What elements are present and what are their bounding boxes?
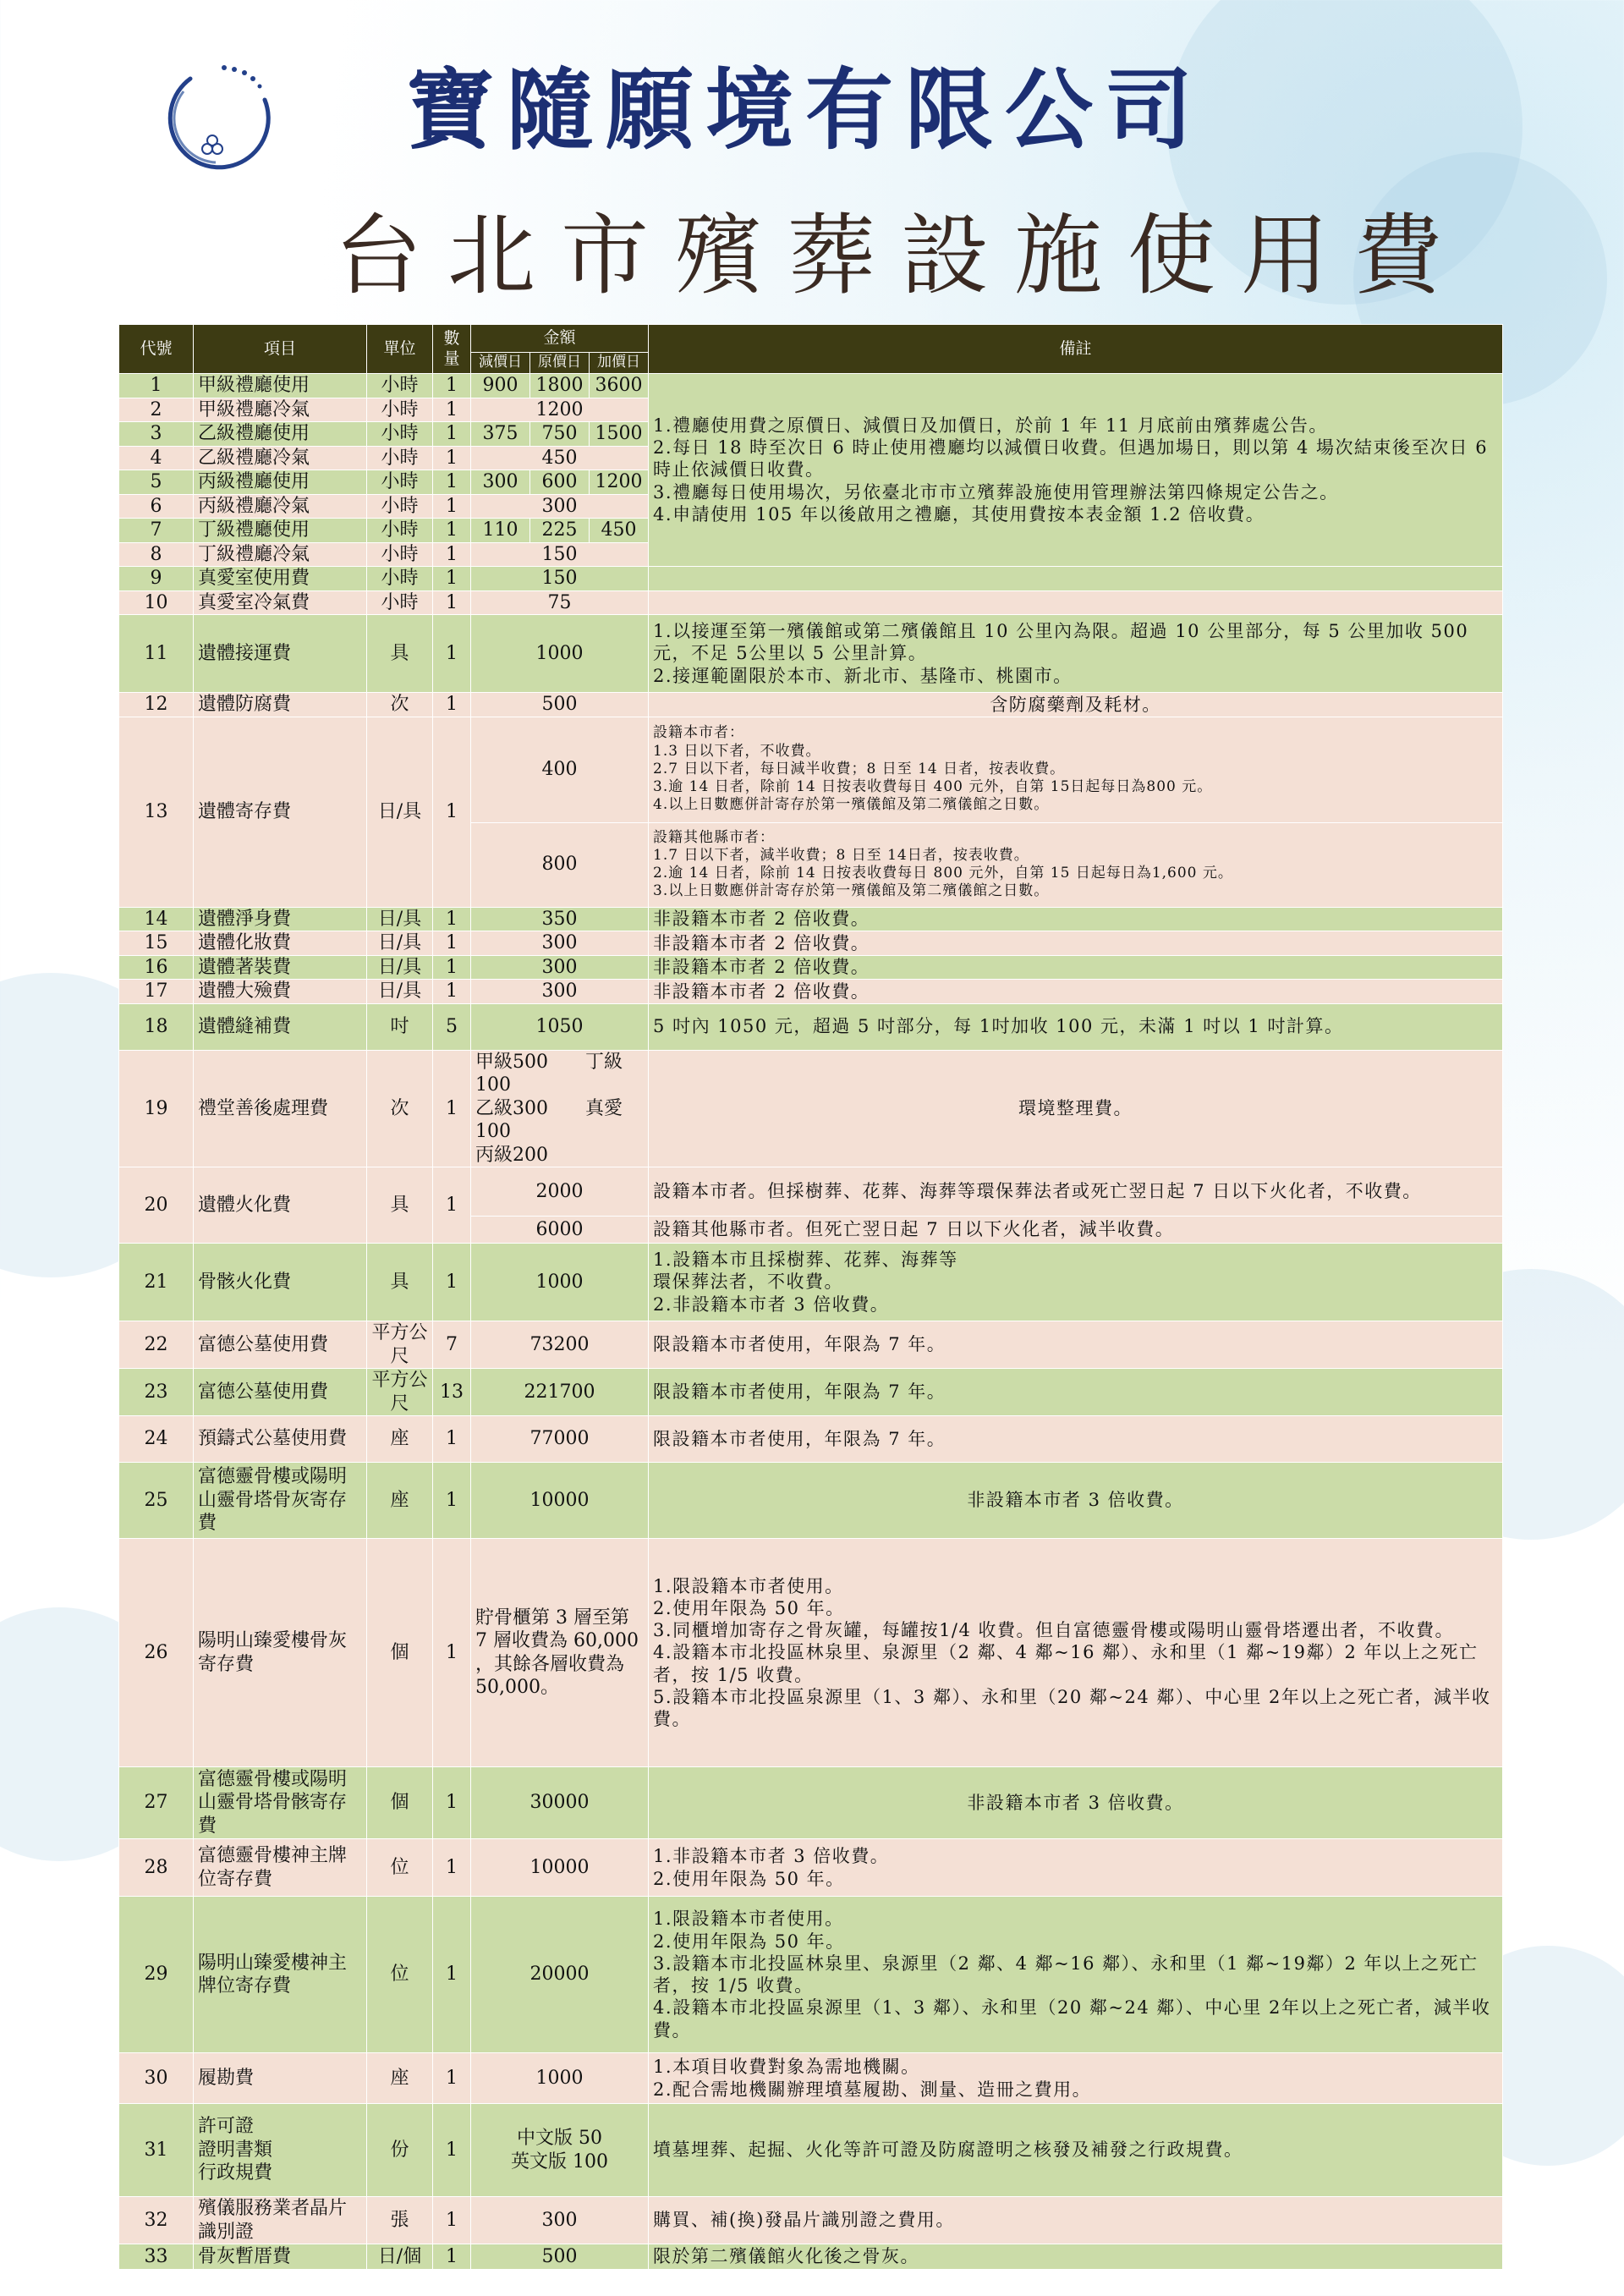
row-amount: 1000 [471, 615, 649, 693]
row-amount: 350 [471, 907, 649, 931]
row-remark: 非設籍本市者 2 倍收費。 [649, 931, 1503, 956]
row-item: 遺體大殮費 [194, 980, 367, 1004]
table-row [119, 2197, 1503, 2244]
row-remark: 墳墓埋葬、起掘、火化等許可證及防腐證明之核發及補發之行政規費。 [649, 2104, 1503, 2197]
row-amount: 300 [471, 494, 649, 519]
row-code: 24 [119, 1416, 194, 1463]
row-item: 陽明山臻愛樓骨灰寄存費 [194, 1539, 367, 1767]
row-amount: 450 [471, 446, 649, 470]
row-amount: 500 [471, 693, 649, 717]
row-regular: 1800 [530, 374, 590, 398]
row-amount-local: 400 [471, 717, 649, 822]
row-qty: 1 [433, 519, 471, 543]
row-item: 遺體火化費 [194, 1167, 367, 1244]
row-amount: 77000 [471, 1416, 649, 1463]
row-item: 骨骸火化費 [194, 1244, 367, 1321]
row-code: 23 [119, 1369, 194, 1416]
row-item: 丁級禮廳冷氣 [194, 542, 367, 567]
row-unit: 小時 [367, 519, 433, 543]
row-discount: 375 [471, 422, 530, 447]
row-amount: 300 [471, 2197, 649, 2244]
row-unit: 具 [367, 1244, 433, 1321]
row-qty: 1 [433, 567, 471, 591]
row-code: 15 [119, 931, 194, 956]
table-row [119, 1897, 1503, 2053]
row-amount: 300 [471, 980, 649, 1004]
row-unit: 小時 [367, 470, 433, 495]
row-qty: 1 [433, 955, 471, 980]
row-code: 4 [119, 446, 194, 470]
header-qty: 數量 [433, 325, 471, 374]
row-code: 7 [119, 519, 194, 543]
row-unit: 平方公尺 [367, 1321, 433, 1369]
row-qty: 1 [433, 1416, 471, 1463]
row-amount: 10000 [471, 1463, 649, 1539]
row-code: 19 [119, 1050, 194, 1167]
row-item: 遺體著裝費 [194, 955, 367, 980]
row-code: 21 [119, 1244, 194, 1321]
row-unit: 位 [367, 1839, 433, 1897]
row-amount: 221700 [471, 1369, 649, 1416]
row-code: 12 [119, 693, 194, 717]
row-remark: 1.禮廳使用費之原價日、減價日及加價日，於前 1 年 11 月底前由殯葬處公告。 2.每日 18 時至次日 6 時止使用禮廳均以減價日收費。但遇加場日，則以第 4 場次結束後至次日 6 時止依減價日收費。 3.禮廳每日使用場次，另依臺北市市立殯葬設施使用管理辦法第四條規定公告之。 4.申請使用 105 年以後啟用之禮廳，其使用費按本表金額 1.2 倍收費。 [649, 374, 1503, 567]
row-qty: 1 [433, 446, 471, 470]
table-row [119, 955, 1503, 980]
row-code: 2 [119, 398, 194, 422]
row-remark: 1.設籍本市且採樹葬、花葬、海葬等 環保葬法者，不收費。 2.非設籍本市者 3 倍收費。 [649, 1244, 1503, 1321]
row-qty: 1 [433, 1167, 471, 1244]
row-unit: 張 [367, 2197, 433, 2244]
row-unit: 小時 [367, 398, 433, 422]
row-item: 禮堂善後處理費 [194, 1050, 367, 1167]
row-qty: 1 [433, 1050, 471, 1167]
table-row [119, 1369, 1503, 1416]
row-amount: 1050 [471, 1003, 649, 1050]
row-code: 9 [119, 567, 194, 591]
row-qty: 1 [433, 2197, 471, 2244]
header-code: 代號 [119, 325, 194, 374]
table-row [119, 1244, 1503, 1321]
row-item: 遺體接運費 [194, 615, 367, 693]
row-code: 27 [119, 1767, 194, 1839]
row-item: 富德公墓使用費 [194, 1321, 367, 1369]
row-amount: 1000 [471, 1244, 649, 1321]
row-unit: 日/具 [367, 907, 433, 931]
row-qty: 7 [433, 1321, 471, 1369]
row-amount: 150 [471, 567, 649, 591]
row-item: 預鑄式公墓使用費 [194, 1416, 367, 1463]
row-qty: 1 [433, 374, 471, 398]
row-unit: 小時 [367, 374, 433, 398]
row-unit: 日/具 [367, 980, 433, 1004]
header-surcharge: 加價日 [590, 353, 649, 374]
row-amount: 1200 [471, 398, 649, 422]
row-unit: 座 [367, 2053, 433, 2104]
row-qty: 1 [433, 1839, 471, 1897]
row-unit: 小時 [367, 567, 433, 591]
table-row [119, 615, 1503, 693]
row-item: 履勘費 [194, 2053, 367, 2104]
row-remark: 限於第二殯儀館火化後之骨灰。 [649, 2244, 1503, 2270]
row-amount: 75 [471, 590, 649, 615]
row-discount: 900 [471, 374, 530, 398]
row-qty: 1 [433, 1463, 471, 1539]
row-qty: 1 [433, 717, 471, 907]
row-item: 遺體縫補費 [194, 1003, 367, 1050]
row-item: 富德公墓使用費 [194, 1369, 367, 1416]
row-remark: 含防腐藥劑及耗材。 [649, 693, 1503, 717]
row-unit: 次 [367, 693, 433, 717]
table-row [119, 1050, 1503, 1167]
row-amount: 20000 [471, 1897, 649, 2053]
row-discount: 300 [471, 470, 530, 495]
row-item: 遺體寄存費 [194, 717, 367, 907]
row-remark: 1.本項目收費對象為需地機關。 2.配合需地機關辦理墳墓履勘、測量、造冊之費用。 [649, 2053, 1503, 2104]
row-unit: 座 [367, 1463, 433, 1539]
row-amount: 甲級500 丁級100 乙級300 真愛100 丙級200 [471, 1050, 649, 1167]
row-qty: 1 [433, 2244, 471, 2270]
row-item: 富德靈骨樓或陽明山靈骨塔骨灰寄存費 [194, 1463, 367, 1539]
row-code: 11 [119, 615, 194, 693]
row-unit: 位 [367, 1897, 433, 2053]
table-row [119, 1167, 1503, 1217]
row-remark: 非設籍本市者 3 倍收費。 [649, 1767, 1503, 1839]
row-item: 丙級禮廳冷氣 [194, 494, 367, 519]
row-qty: 1 [433, 1897, 471, 2053]
row-amount: 500 [471, 2244, 649, 2270]
row-item: 骨灰暫厝費 [194, 2244, 367, 2270]
row-qty: 1 [433, 470, 471, 495]
row-unit: 小時 [367, 590, 433, 615]
row-amount-other: 800 [471, 822, 649, 907]
table-row [119, 1539, 1503, 1767]
row-code: 5 [119, 470, 194, 495]
row-unit: 平方公尺 [367, 1369, 433, 1416]
page-title: 台北市殯葬設施使用費 [334, 204, 1468, 307]
row-qty: 1 [433, 422, 471, 447]
row-qty: 1 [433, 398, 471, 422]
table-row [119, 2053, 1503, 2104]
row-regular: 750 [530, 422, 590, 447]
row-code: 17 [119, 980, 194, 1004]
row-qty: 1 [433, 980, 471, 1004]
row-item: 許可證 證明書類 行政規費 [194, 2104, 367, 2197]
row-surcharge: 1200 [590, 470, 649, 495]
table-row [119, 2244, 1503, 2270]
row-unit: 個 [367, 1539, 433, 1767]
row-remark [649, 590, 1503, 615]
row-remark: 非設籍本市者 2 倍收費。 [649, 955, 1503, 980]
table-row [119, 2104, 1503, 2197]
row-regular: 600 [530, 470, 590, 495]
row-item: 陽明山臻愛樓神主牌位寄存費 [194, 1897, 367, 2053]
row-item: 富德靈骨樓神主牌位寄存費 [194, 1839, 367, 1897]
row-remark-local: 設籍本市者。但採樹葬、花葬、海葬等環保葬法者或死亡翌日起 7 日以下火化者，不收費。 [649, 1167, 1503, 1217]
row-unit: 日/具 [367, 717, 433, 907]
row-code: 33 [119, 2244, 194, 2270]
row-code: 13 [119, 717, 194, 907]
row-amount: 300 [471, 955, 649, 980]
row-item: 遺體化妝費 [194, 931, 367, 956]
row-code: 3 [119, 422, 194, 447]
table-row [119, 931, 1503, 956]
row-qty: 1 [433, 2053, 471, 2104]
row-qty: 1 [433, 1539, 471, 1767]
row-amount: 中文版 50 英文版 100 [471, 2104, 649, 2197]
row-code: 32 [119, 2197, 194, 2244]
row-remark-other: 設籍其他縣市者。但死亡翌日起 7 日以下火化者，減半收費。 [649, 1217, 1503, 1244]
table-row [119, 907, 1503, 931]
header-regular: 原價日 [530, 353, 590, 374]
row-amount: 10000 [471, 1839, 649, 1897]
row-qty: 1 [433, 615, 471, 693]
row-surcharge: 450 [590, 519, 649, 543]
row-remark: 購買、補(換)發晶片識別證之費用。 [649, 2197, 1503, 2244]
row-amount: 300 [471, 931, 649, 956]
company-logo [165, 58, 279, 172]
row-code: 16 [119, 955, 194, 980]
row-remark: 1.限設籍本市者使用。 2.使用年限為 50 年。 3.同櫃增加寄存之骨灰罐，每罐按1/4 收費。但自富德靈骨樓或陽明山靈骨塔遷出者，不收費。 4.設籍本市北投區林泉里、泉源里（2 鄰、4 鄰~16 鄰）、永和里（1 鄰~19鄰）2 年以上之死亡者，按 1/5 收費。 5.設籍本市北投區泉源里（1、3 鄰）、永和里（20 鄰~24 鄰）、中心里 2年以上之死亡者，減半收費。 [649, 1539, 1503, 1767]
row-remark: 5 吋內 1050 元，超過 5 吋部分，每 1吋加收 100 元，未滿 1 吋以 1 吋計算。 [649, 1003, 1503, 1050]
row-qty: 13 [433, 1369, 471, 1416]
row-code: 1 [119, 374, 194, 398]
row-code: 29 [119, 1897, 194, 2053]
row-amount-other: 6000 [471, 1217, 649, 1244]
header-item: 項目 [194, 325, 367, 374]
table-row [119, 1767, 1503, 1839]
row-unit: 具 [367, 1167, 433, 1244]
row-unit: 次 [367, 1050, 433, 1167]
row-item: 真愛室使用費 [194, 567, 367, 591]
row-qty: 1 [433, 931, 471, 956]
row-remark-local: 設籍本市者： 1.3 日以下者，不收費。 2.7 日以下者，每日減半收費；8 日至 14 日者，按表收費。 3.逾 14 日者，除前 14 日按表收費每日 400 元外，自第 15日起每日為800 元。 4.以上日數應併計寄存於第一殯儀館及第二殯儀館之日數。 [649, 717, 1503, 822]
row-code: 20 [119, 1167, 194, 1244]
row-qty: 1 [433, 542, 471, 567]
company-name: 寶隨願境有限公司 [406, 58, 1205, 162]
row-remark: 1.限設籍本市者使用。 2.使用年限為 50 年。 3.設籍本市北投區林泉里、泉源里（2 鄰、4 鄰~16 鄰）、永和里（1 鄰~19鄰）2 年以上之死亡者，按 1/5 收費。 4.設籍本市北投區泉源里（1、3 鄰）、永和里（20 鄰~24 鄰）、中心里 2年以上之死亡者，減半收費。 [649, 1897, 1503, 2053]
row-unit: 具 [367, 615, 433, 693]
row-qty: 1 [433, 693, 471, 717]
row-remark-other: 設籍其他縣市者： 1.7 日以下者，減半收費；8 日至 14日者，按表收費。 2.逾 14 日者，除前 14 日按表收費每日 800 元外，自第 15 日起每日為1,600 元。 3.以上日數應併計寄存於第一殯儀館及第二殯儀館之日數。 [649, 822, 1503, 907]
table-row [119, 717, 1503, 822]
row-item: 殯儀服務業者晶片識別證 [194, 2197, 367, 2244]
row-surcharge: 1500 [590, 422, 649, 447]
row-unit: 日/具 [367, 955, 433, 980]
fee-table [118, 324, 1503, 2270]
row-remark: 非設籍本市者 2 倍收費。 [649, 907, 1503, 931]
row-item: 丙級禮廳使用 [194, 470, 367, 495]
row-qty: 1 [433, 907, 471, 931]
row-qty: 1 [433, 2104, 471, 2197]
row-code: 22 [119, 1321, 194, 1369]
row-amount: 30000 [471, 1767, 649, 1839]
row-item: 遺體防腐費 [194, 693, 367, 717]
row-amount: 73200 [471, 1321, 649, 1369]
row-discount: 110 [471, 519, 530, 543]
row-unit: 小時 [367, 422, 433, 447]
header-unit: 單位 [367, 325, 433, 374]
row-remark: 限設籍本市者使用，年限為 7 年。 [649, 1321, 1503, 1369]
table-row [119, 1416, 1503, 1463]
row-item: 真愛室冷氣費 [194, 590, 367, 615]
table-row [119, 1463, 1503, 1539]
row-remark: 非設籍本市者 2 倍收費。 [649, 980, 1503, 1004]
row-item: 遺體淨身費 [194, 907, 367, 931]
row-code: 28 [119, 1839, 194, 1897]
row-unit: 小時 [367, 542, 433, 567]
row-qty: 5 [433, 1003, 471, 1050]
row-item: 甲級禮廳冷氣 [194, 398, 367, 422]
row-code: 18 [119, 1003, 194, 1050]
row-code: 14 [119, 907, 194, 931]
row-code: 31 [119, 2104, 194, 2197]
header-remarks: 備註 [649, 325, 1503, 374]
row-code: 26 [119, 1539, 194, 1767]
row-qty: 1 [433, 1244, 471, 1321]
row-amount-local: 2000 [471, 1167, 649, 1217]
row-remark: 環境整理費。 [649, 1050, 1503, 1167]
row-item: 丁級禮廳使用 [194, 519, 367, 543]
row-item: 乙級禮廳冷氣 [194, 446, 367, 470]
row-unit: 日/個 [367, 2244, 433, 2270]
table-row [119, 693, 1503, 717]
row-unit: 日/具 [367, 931, 433, 956]
table-row [119, 980, 1503, 1004]
header-discount: 減價日 [471, 353, 530, 374]
row-code: 25 [119, 1463, 194, 1539]
row-remark: 1.非設籍本市者 3 倍收費。 2.使用年限為 50 年。 [649, 1839, 1503, 1897]
row-item: 乙級禮廳使用 [194, 422, 367, 447]
table-row [119, 567, 1503, 591]
row-regular: 225 [530, 519, 590, 543]
row-remark: 限設籍本市者使用，年限為 7 年。 [649, 1369, 1503, 1416]
row-remark: 非設籍本市者 3 倍收費。 [649, 1463, 1503, 1539]
row-unit: 座 [367, 1416, 433, 1463]
row-qty: 1 [433, 590, 471, 615]
table-row [119, 374, 1503, 398]
row-remark: 1.以接運至第一殯儀館或第二殯儀館且 10 公里內為限。超過 10 公里部分，每 5 公里加收 500 元，不足 5公里以 5 公里計算。 2.接運範圍限於本市、新北市、基隆市、桃園市。 [649, 615, 1503, 693]
row-item: 甲級禮廳使用 [194, 374, 367, 398]
row-item: 富德靈骨樓或陽明山靈骨塔骨骸寄存費 [194, 1767, 367, 1839]
table-row [119, 590, 1503, 615]
row-qty: 1 [433, 494, 471, 519]
row-remark [649, 567, 1503, 591]
table-row [119, 1839, 1503, 1897]
row-unit: 個 [367, 1767, 433, 1839]
row-amount: 貯骨櫃第 3 層至第 7 層收費為 60,000 ，其餘各層收費為 50,000。 [471, 1539, 649, 1767]
row-code: 30 [119, 2053, 194, 2104]
header-amount: 金額 [471, 325, 649, 353]
table-row [119, 1321, 1503, 1369]
row-amount: 150 [471, 542, 649, 567]
row-code: 10 [119, 590, 194, 615]
row-unit: 份 [367, 2104, 433, 2197]
row-remark: 限設籍本市者使用，年限為 7 年。 [649, 1416, 1503, 1463]
table-row [119, 1003, 1503, 1050]
row-unit: 吋 [367, 1003, 433, 1050]
row-surcharge: 3600 [590, 374, 649, 398]
row-unit: 小時 [367, 446, 433, 470]
row-amount: 1000 [471, 2053, 649, 2104]
row-code: 8 [119, 542, 194, 567]
row-qty: 1 [433, 1767, 471, 1839]
row-code: 6 [119, 494, 194, 519]
row-unit: 小時 [367, 494, 433, 519]
